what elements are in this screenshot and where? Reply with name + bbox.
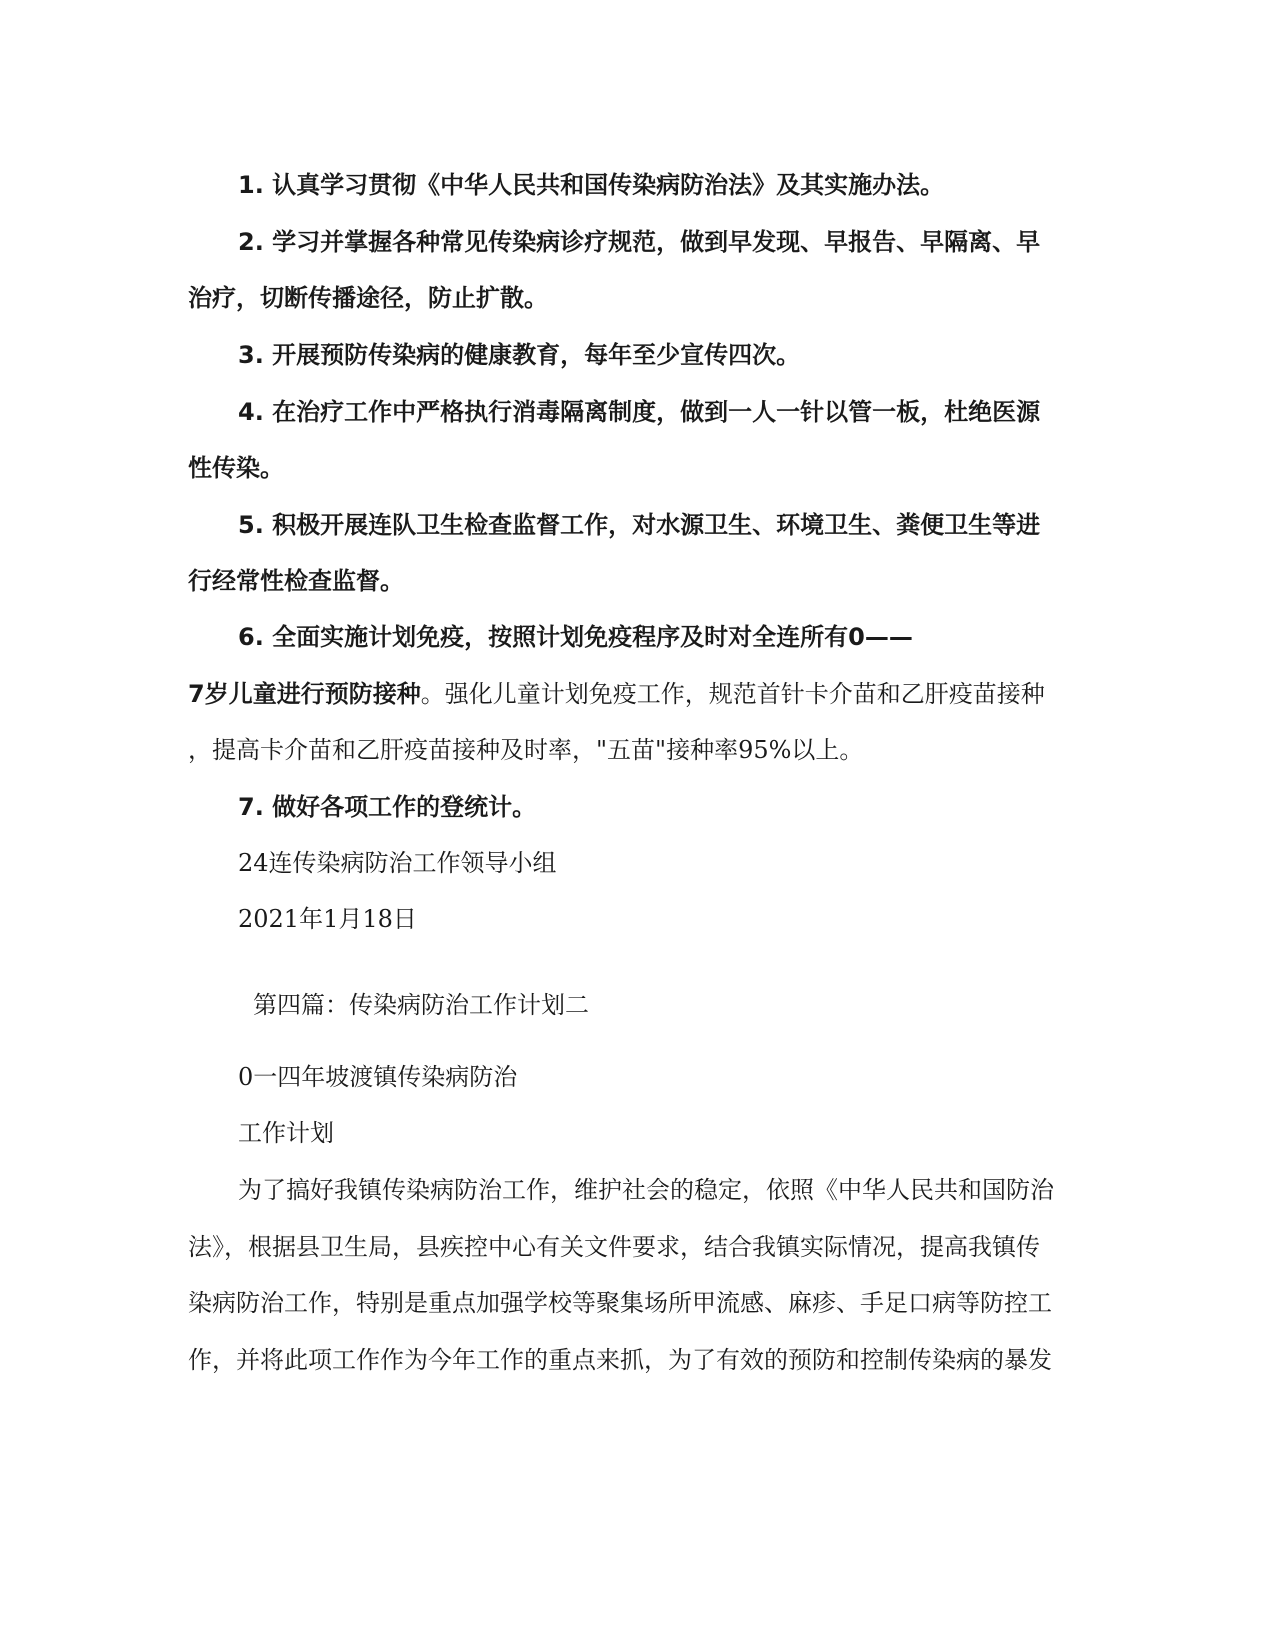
- subtitle-line-2: 工作计划: [238, 1119, 334, 1147]
- item-5-line-1: 5. 积极开展连队卫生检查监督工作，对水源卫生、环境卫生、粪便卫生等进: [238, 511, 1041, 539]
- item-2-line-2: 治疗，切断传播途径，防止扩散。: [188, 284, 548, 312]
- section-heading: 第四篇：传染病防治工作计划二: [253, 991, 589, 1019]
- paragraph-line-2: 法》，根据县卫生局，县疾控中心有关文件要求，结合我镇实际情况，提高我镇传: [188, 1233, 1040, 1261]
- item-4-line-2: 性传染。: [188, 454, 284, 482]
- item-1: 1. 认真学习贯彻《中华人民共和国传染病防治法》及其实施办法。: [238, 171, 945, 199]
- item-6-line-2-rest: 。强化儿童计划免疫工作，规范首针卡介苗和乙肝疫苗接种: [420, 680, 1045, 708]
- item-7: 7. 做好各项工作的登统计。: [238, 793, 537, 821]
- paragraph-line-1: 为了搞好我镇传染病防治工作，维护社会的稳定，依照《中华人民共和国防治: [238, 1176, 1054, 1204]
- subtitle-line-1: 0一四年坡渡镇传染病防治: [238, 1063, 518, 1091]
- item-2-line-1: 2. 学习并掌握各种常见传染病诊疗规范，做到早发现、早报告、早隔离、早: [238, 228, 1041, 256]
- signature-date: 2021年1月18日: [238, 905, 417, 933]
- item-6-line-3: ，提高卡介苗和乙肝疫苗接种及时率，"五苗"接种率95%以上。: [188, 736, 864, 764]
- signature-org: 24连传染病防治工作领导小组: [238, 849, 557, 877]
- item-6-line-1: 6. 全面实施计划免疫，按照计划免疫程序及时对全连所有0——: [238, 623, 913, 651]
- item-6-line-2: [188, 679, 1045, 709]
- item-5-line-2: 行经常性检查监督。: [188, 567, 404, 595]
- paragraph-line-3: 染病防治工作，特别是重点加强学校等聚集场所甲流感、麻疹、手足口病等防控工: [188, 1289, 1052, 1317]
- item-6-line-2-bold: 7岁儿童进行预防接种: [188, 680, 421, 708]
- item-3: 3. 开展预防传染病的健康教育，每年至少宣传四次。: [238, 341, 801, 369]
- paragraph-line-4: 作，并将此项工作作为今年工作的重点来抓，为了有效的预防和控制传染病的暴发: [188, 1346, 1052, 1374]
- item-4-line-1: 4. 在治疗工作中严格执行消毒隔离制度，做到一人一针以管一板，杜绝医源: [238, 398, 1041, 426]
